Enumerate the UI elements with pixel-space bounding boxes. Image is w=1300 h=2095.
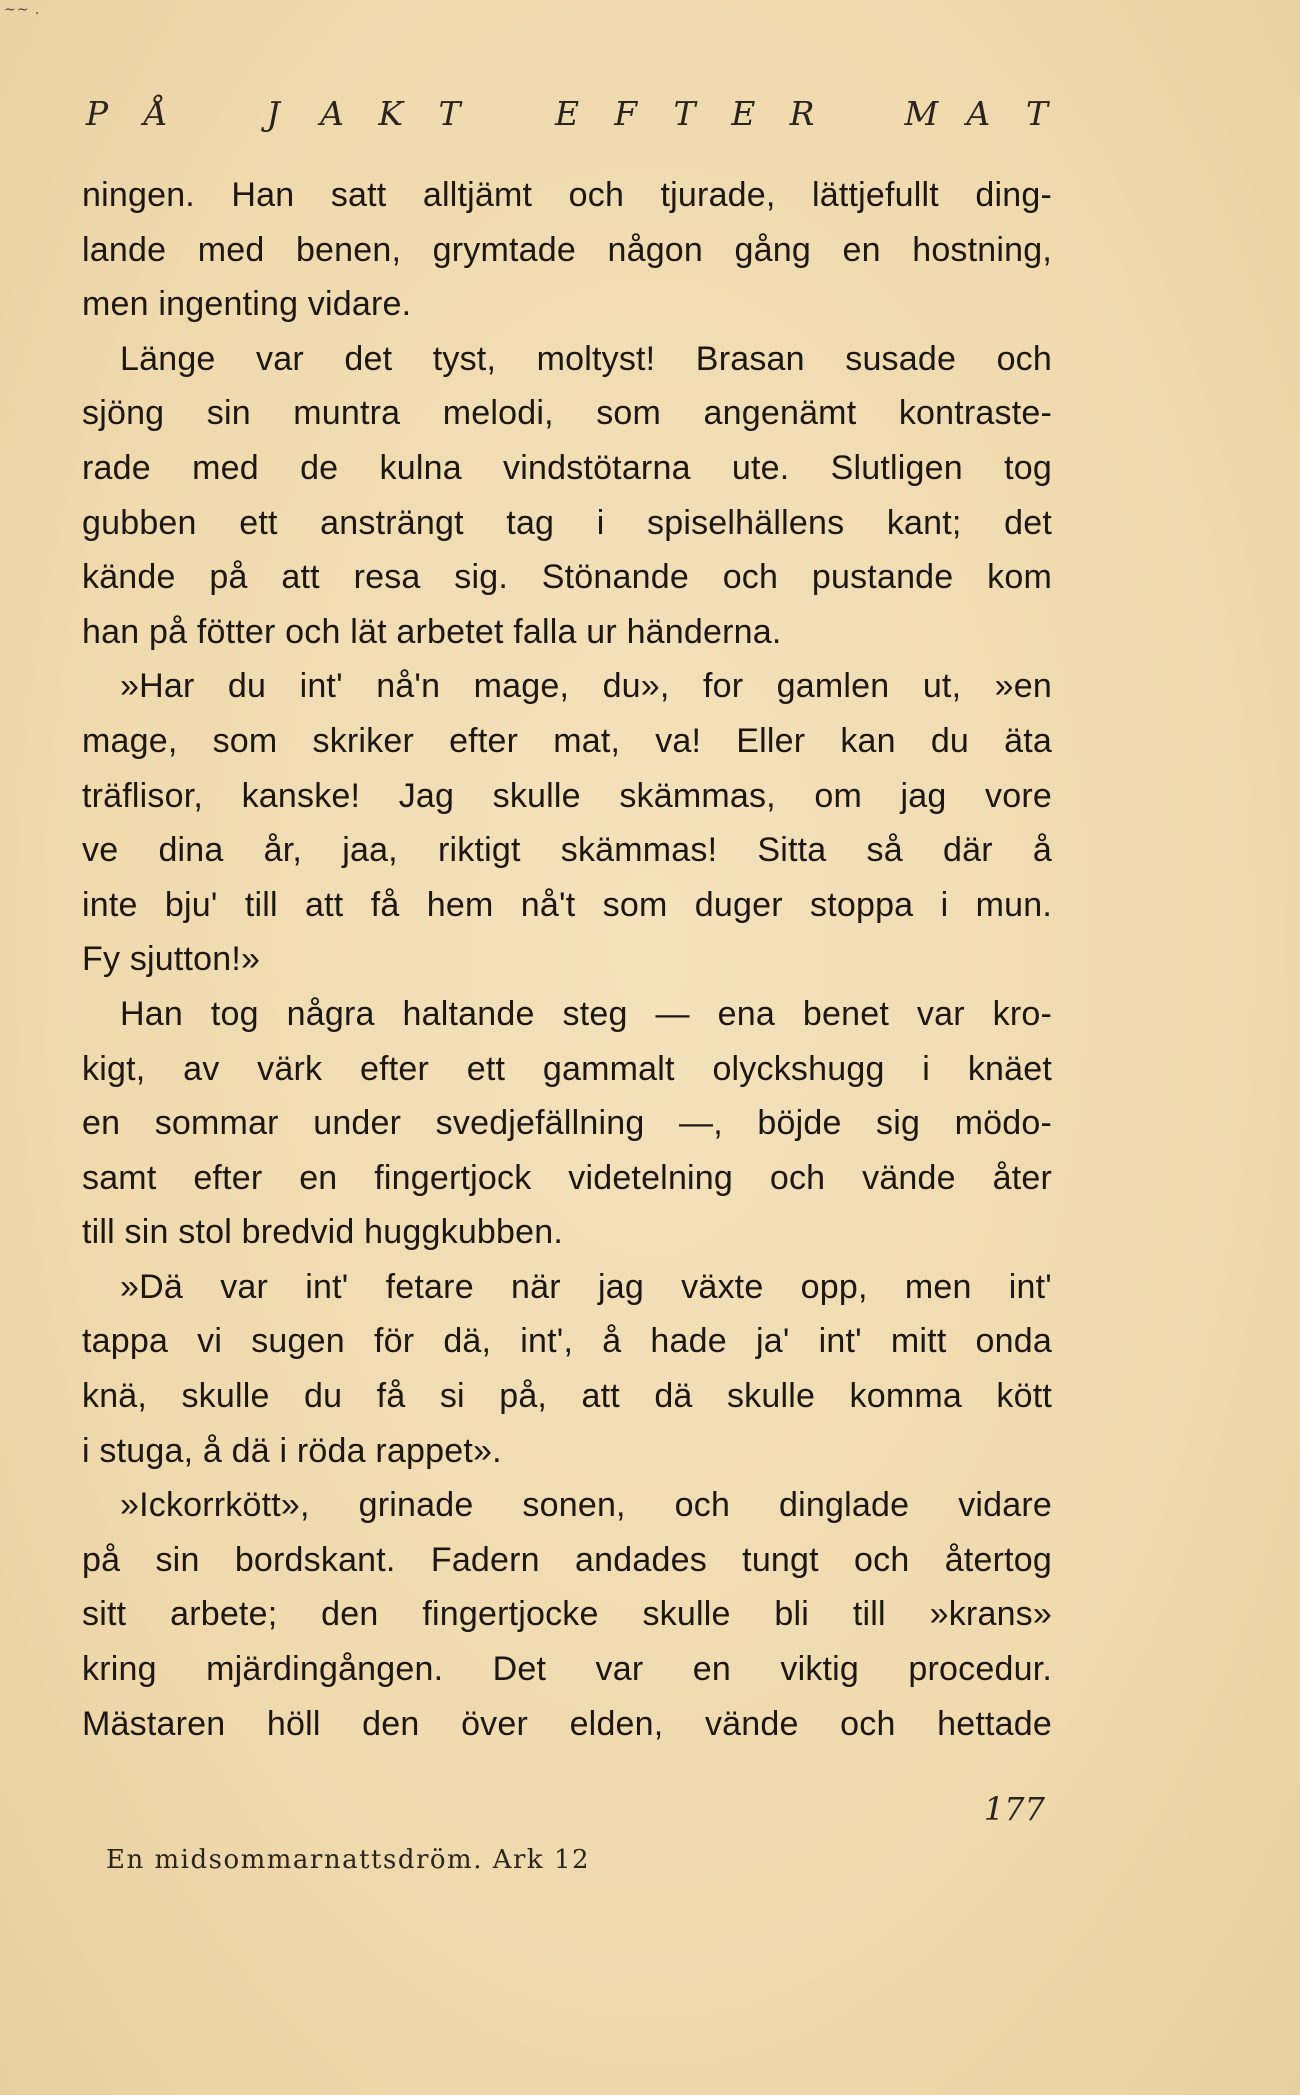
running-head-letter: [493, 94, 523, 133]
text-line: Fy sjutton!»: [82, 940, 261, 979]
text-line: ve dina år, jaa, riktigt skämmas! Sitta så där å: [82, 831, 1052, 870]
text-line: Länge var det tyst, moltyst! Brasan susade och: [120, 339, 1052, 378]
running-head-letter: T: [438, 94, 461, 133]
text-line: mage, som skriker efter mat, va! Eller kan du äta: [82, 721, 1052, 760]
text-line: sitt arbete; den fingertjocke skulle bli till »krans»: [82, 1595, 1052, 1634]
text-line: men ingenting vidare.: [82, 285, 412, 324]
running-head-letter: A: [966, 94, 991, 133]
text-line: samt efter en fingertjock videtelning och vände åter: [82, 1158, 1052, 1197]
text-line: »Dä var int' fetare när jag växte opp, men int': [120, 1267, 1052, 1306]
text-line: tappa vi sugen för dä, int', å hade ja' int' mitt onda: [82, 1322, 1052, 1361]
text-line: inte bju' till att få hem nå't som duger stoppa i mun.: [82, 885, 1052, 924]
text-line: Han tog några haltande steg — ena benet var kro-: [120, 994, 1052, 1033]
running-head-letter: F: [614, 94, 638, 133]
text-line: lande med benen, grymtade någon gång en hostning,: [82, 230, 1052, 269]
text-line: Mästaren höll den över elden, vände och hettade: [82, 1704, 1052, 1743]
running-head-letter: T: [1025, 94, 1048, 133]
running-head-letter: K: [378, 94, 404, 133]
text-line: ningen. Han satt alltjämt och tjurade, lättjefullt ding-: [82, 176, 1052, 214]
running-head-letter: R: [789, 94, 815, 133]
page-number: 177: [983, 1790, 1045, 1828]
text-line: »Har du int' nå'n mage, du», for gamlen ut, »en: [120, 667, 1052, 706]
text-line: rade med de kulna vindstötarna ute. Slutligen tog: [82, 448, 1052, 487]
text-line: kände på att resa sig. Stönande och pustande kom: [82, 558, 1052, 597]
running-head: [82, 94, 1052, 133]
text-line: han på fötter och lät arbetet falla ur händerna.: [82, 612, 782, 651]
text-line: på sin bordskant. Fadern andades tungt och återtog: [82, 1540, 1052, 1579]
text-line: gubben ett ansträngt tag i spiselhällens kant; det: [82, 503, 1052, 542]
running-head-letter: [200, 94, 230, 133]
text-line: träflisor, kanske! Jag skulle skämmas, om jag vore: [82, 776, 1052, 815]
text-line: kigt, av värk efter ett gammalt olyckshugg i knäet: [82, 1049, 1052, 1088]
running-head-letter: E: [554, 94, 580, 133]
running-head-letter: [846, 94, 876, 133]
corner-mark: ~~ .: [4, 2, 41, 18]
text-line: »Ickorrkött», grinade sonen, och dinglade vidare: [120, 1486, 1052, 1525]
text-line: till sin stol bredvid huggkubben.: [82, 1213, 564, 1252]
text-line: kring mjärdingången. Det var en viktig procedur.: [82, 1650, 1052, 1689]
text-line: sjöng sin muntra melodi, som angenämt kontraste-: [82, 394, 1052, 433]
running-head-letter: J: [266, 94, 280, 133]
running-head-letter: P: [85, 94, 109, 133]
running-head-letter: Å: [143, 94, 168, 133]
body-text: [82, 168, 1052, 1751]
text-line: i stuga, å dä i röda rappet».: [82, 1431, 502, 1470]
text-line: knä, skulle du få si på, att dä skulle komma kött: [82, 1377, 1052, 1416]
printer-signature: En midsommarnattsdröm. Ark 12: [106, 1845, 591, 1875]
running-head-letter: E: [731, 94, 756, 133]
text-line: en sommar under svedjefällning —, böjde sig mödo-: [82, 1104, 1052, 1143]
running-head-letter: M: [904, 94, 939, 133]
running-head-letter: T: [673, 94, 696, 133]
running-head-letter: A: [320, 94, 344, 133]
